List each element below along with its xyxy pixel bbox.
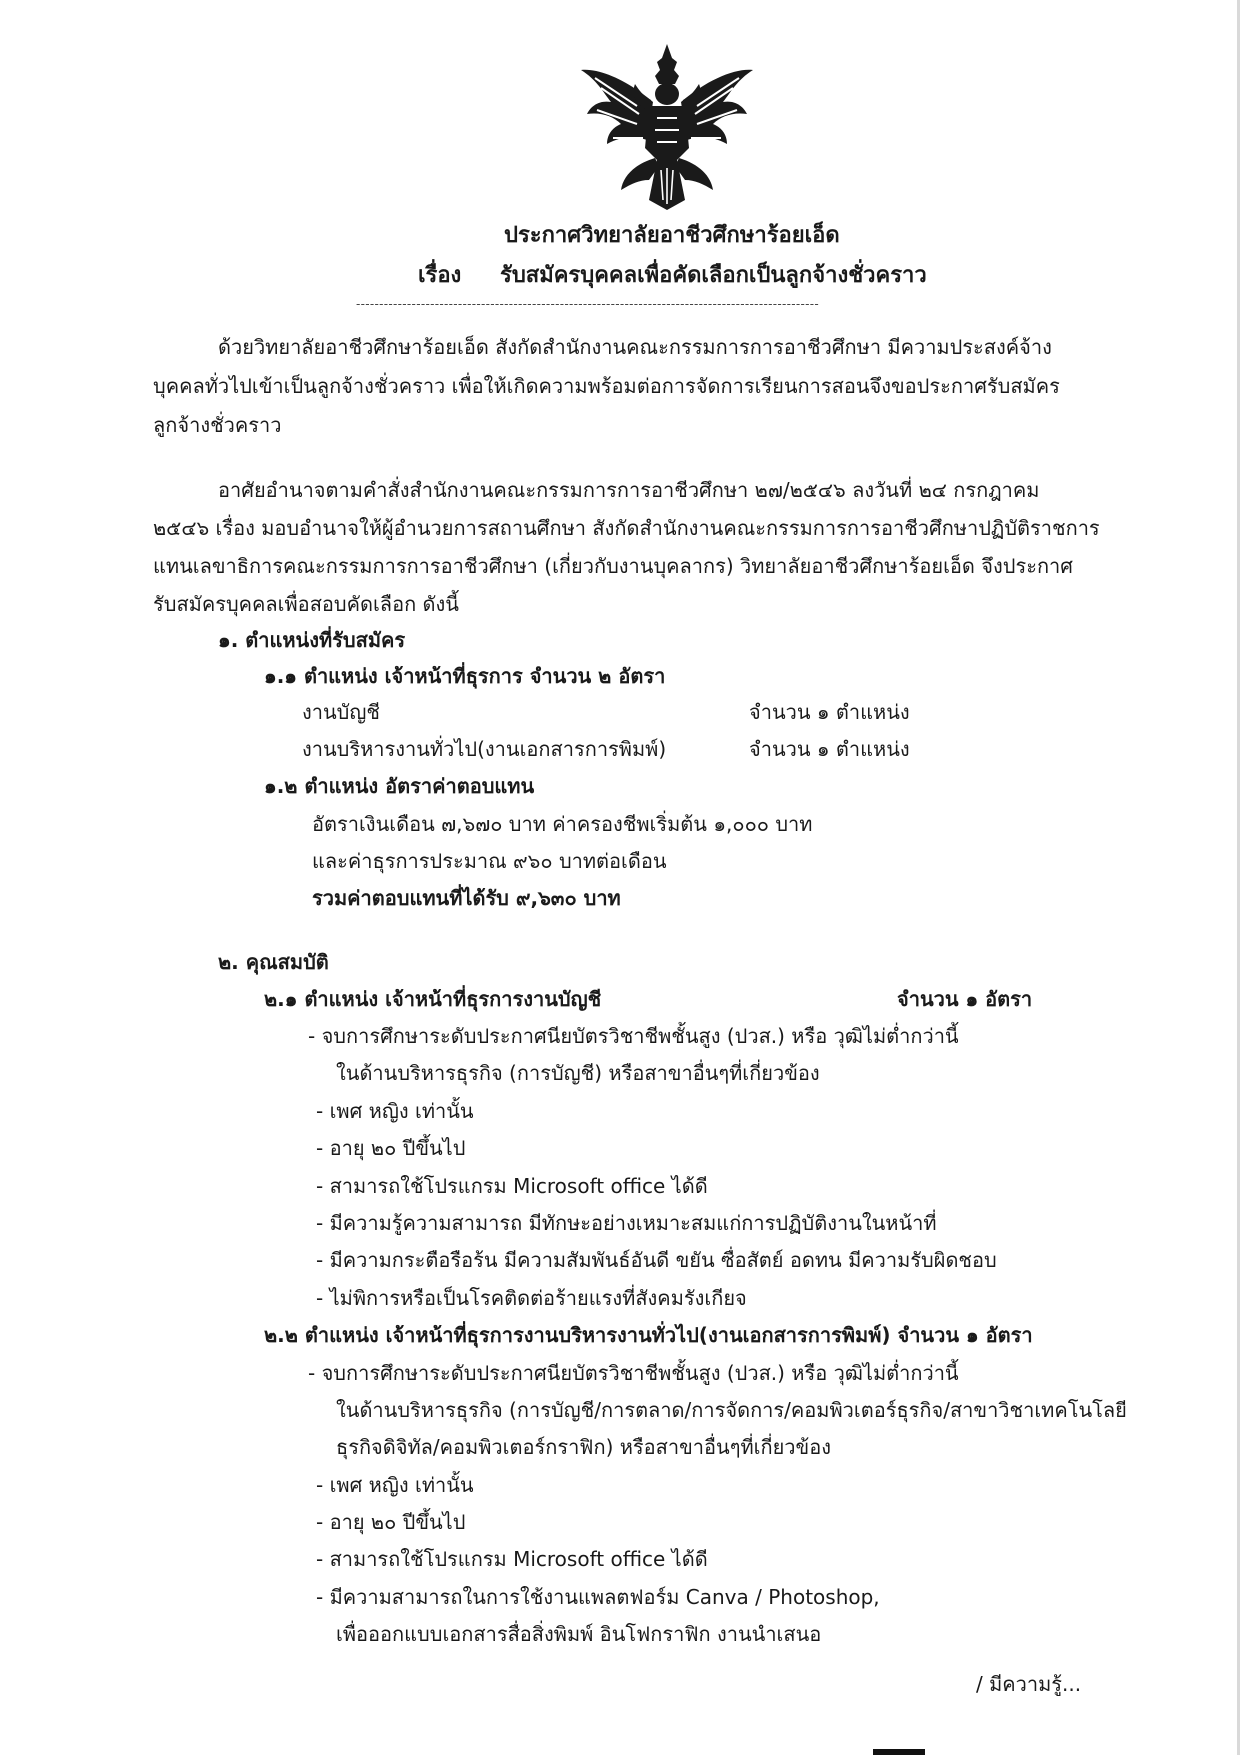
header-separator: ---------------------------------------------------------------------------------------------------- <box>356 297 820 311</box>
qualification-item: - สามารถใช้โปรแกรม Microsoft office ได้ดี <box>316 1174 708 1198</box>
total-compensation-line: รวมค่าตอบแทนที่ได้รับ ๙,๖๓๐ บาท <box>312 886 621 910</box>
qualification-item: - ไม่พิการหรือเป็นโรคติดต่อร้ายแรงที่สังคมรังเกียจ <box>316 1286 747 1310</box>
section1-1-heading: ๑.๑ ตำแหน่ง เจ้าหน้าที่ธุรการ จำนวน ๒ อัตรา <box>264 664 666 688</box>
qualification-item: ในด้านบริหารธุรกิจ (การบัญชี/การตลาด/การจัดการ/คอมพิวเตอร์ธุรกิจ/สาขาวิชาเทคโนโลยี <box>336 1398 1127 1422</box>
qualification-item: ในด้านบริหารธุรกิจ (การบัญชี) หรือสาขาอื่นๆที่เกี่ยวข้อง <box>336 1061 820 1085</box>
section2-2-heading: ๒.๒ ตำแหน่ง เจ้าหน้าที่ธุรการงานบริหารงานทั่วไป(งานเอกสารการพิมพ์) จำนวน ๑ อัตรา <box>264 1323 1033 1347</box>
section2-heading: ๒. คุณสมบัติ <box>218 950 329 974</box>
qualification-item: - จบการศึกษาระดับประกาศนียบัตรวิชาชีพชั้นสูง (ปวส.) หรือ วุฒิไม่ต่ำกว่านี้ <box>308 1024 959 1048</box>
qualification-item: เพื่อออกแบบเอกสารสื่อสิ่งพิมพ์ อินโฟกราฟิก งานนำเสนอ <box>336 1622 822 1646</box>
qualification-item: - มีความรู้ความสามารถ มีทักษะอย่างเหมาะสมแก่การปฏิบัติงานในหน้าที่ <box>316 1211 937 1235</box>
page-continuation: / มีความรู้... <box>976 1672 1082 1696</box>
qualification-item: - มีความกระตือรือร้น มีความสัมพันธ์อันดี ขยัน ซื่อสัตย์ อดทน มีความรับผิดชอบ <box>316 1248 997 1272</box>
section1-1-item-name: งานบริหารงานทั่วไป(งานเอกสารการพิมพ์) <box>302 737 667 761</box>
qualification-item: - สามารถใช้โปรแกรม Microsoft office ได้ดี <box>316 1547 708 1571</box>
qualification-item: - อายุ ๒๐ ปีขึ้นไป <box>316 1136 466 1160</box>
section2-1-count: จำนวน ๑ อัตรา <box>897 987 1033 1011</box>
section2-1-heading: ๒.๑ ตำแหน่ง เจ้าหน้าที่ธุรการงานบัญชี <box>264 987 602 1011</box>
section1-1-item-count: จำนวน ๑ ตำแหน่ง <box>749 737 910 761</box>
qualification-item: - มีความสามารถในการใช้งานแพลตฟอร์ม Canva / Photoshop, <box>316 1585 880 1609</box>
intro-p2-line2: ๒๕๔๖ เรื่อง มอบอำนาจให้ผู้อำนวยการสถานศึกษา สังกัดสำนักงานคณะกรรมการการอาชีวศึกษาปฏิบัติราชการ <box>153 516 1100 540</box>
scan-mark <box>873 1749 925 1755</box>
qualification-item: - เพศ หญิง เท่านั้น <box>316 1473 474 1497</box>
section1-2-heading: ๑.๒ ตำแหน่ง อัตราค่าตอบแทน <box>264 774 535 798</box>
section1-1-item-count: จำนวน ๑ ตำแหน่ง <box>749 700 910 724</box>
section1-heading: ๑. ตำแหน่งที่รับสมัคร <box>218 628 406 652</box>
qualification-item: ธุรกิจดิจิทัล/คอมพิวเตอร์กราฟิก) หรือสาขาอื่นๆที่เกี่ยวข้อง <box>336 1435 831 1459</box>
qualification-item: - จบการศึกษาระดับประกาศนียบัตรวิชาชีพชั้นสูง (ปวส.) หรือ วุฒิไม่ต่ำกว่านี้ <box>308 1361 959 1385</box>
subject-label: เรื่อง <box>418 263 462 288</box>
subject-text: รับสมัครบุคคลเพื่อคัดเลือกเป็นลูกจ้างชั่วคราว <box>500 263 927 288</box>
intro-p1-line2: บุคคลทั่วไปเข้าเป็นลูกจ้างชั่วคราว เพื่อให้เกิดความพร้อมต่อการจัดการเรียนการสอนจึงขอประกาศรับสมัคร <box>153 374 1060 398</box>
qualification-item: - เพศ หญิง เท่านั้น <box>316 1099 474 1123</box>
qualification-item: - อายุ ๒๐ ปีขึ้นไป <box>316 1510 466 1534</box>
announcement-title: ประกาศวิทยาลัยอาชีวศึกษาร้อยเอ็ด <box>504 223 840 248</box>
intro-p1-line1: ด้วยวิทยาลัยอาชีวศึกษาร้อยเอ็ด สังกัดสำนักงานคณะกรรมการการอาชีวศึกษา มีความประสงค์จ้าง <box>218 335 1052 359</box>
section1-1-item-name: งานบัญชี <box>302 700 380 724</box>
intro-p2-line4: รับสมัครบุคคลเพื่อสอบคัดเลือก ดังนี้ <box>153 592 459 616</box>
admin-allowance-line: และค่าธุรการประมาณ ๙๖๐ บาทต่อเดือน <box>312 849 667 873</box>
intro-p1-line3: ลูกจ้างชั่วคราว <box>153 413 282 437</box>
salary-line: อัตราเงินเดือน ๗,๖๗๐ บาท ค่าครองชีพเริ่มต้น ๑,๐๐๐ บาท <box>312 812 813 836</box>
intro-p2-line1: อาศัยอำนาจตามคำสั่งสำนักงานคณะกรรมการการอาชีวศึกษา ๒๗/๒๕๔๖ ลงวันที่ ๒๔ กรกฎาคม <box>218 478 1040 502</box>
intro-p2-line3: แทนเลขาธิการคณะกรรมการการอาชีวศึกษา (เกี่ยวกับงานบุคลากร) วิทยาลัยอาชีวศึกษาร้อยเอ็ด จึงประกาศ <box>153 554 1073 578</box>
garuda-emblem-icon <box>577 40 757 216</box>
